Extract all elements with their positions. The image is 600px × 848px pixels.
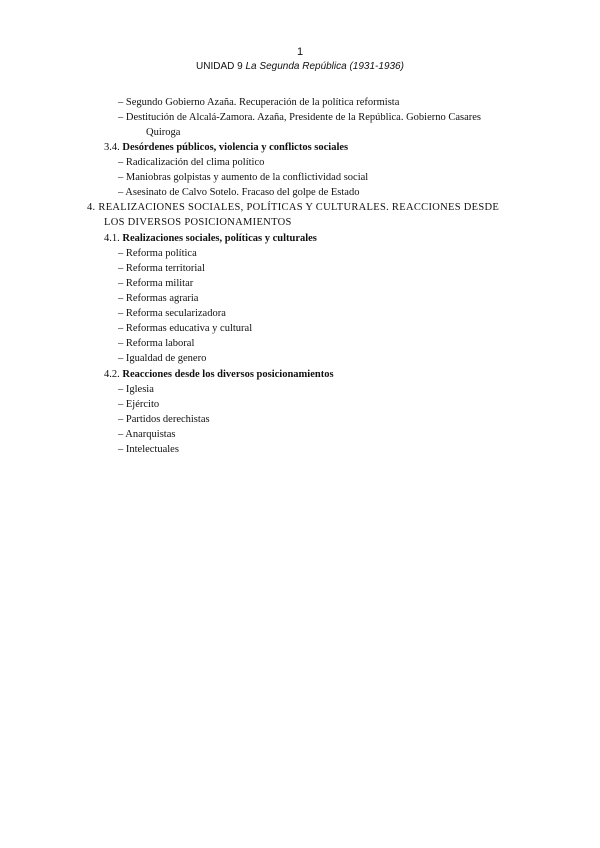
outline-item: – Reforma laboral xyxy=(118,338,195,349)
section-number: 4.1. xyxy=(104,233,120,244)
page-number: 1 xyxy=(296,46,304,58)
section-number: 4.2. xyxy=(104,369,120,380)
chapter-heading-4: 4. REALIZACIONES SOCIALES, POLÍTICAS Y CULTURALES. REACCIONES DESDE xyxy=(87,202,500,213)
section-title: Desórdenes públicos, violencia y conflictos sociales xyxy=(122,142,349,153)
outline-item: – Reforma política xyxy=(118,248,197,259)
outline-item: – Reforma territorial xyxy=(118,263,205,274)
unit-label: UNIDAD 9 xyxy=(196,61,243,72)
section-number: 3.4. xyxy=(104,142,120,153)
outline-item: – Segundo Gobierno Azaña. Recuperación de la política reformista xyxy=(118,97,400,108)
outline-item: – Reforma militar xyxy=(118,278,194,289)
outline-item: – Reformas educativa y cultural xyxy=(118,323,253,334)
chapter-heading-continuation: LOS DIVERSOS POSICIONAMIENTOS xyxy=(104,217,292,228)
outline-item: – Partidos derechistas xyxy=(118,414,210,425)
running-head xyxy=(0,61,600,72)
section-title: Reacciones desde los diversos posicionamientos xyxy=(122,369,334,380)
outline-item-continuation: Quiroga xyxy=(146,127,181,138)
outline-item: – Anarquistas xyxy=(118,429,176,440)
outline-item: – Destitución de Alcalá-Zamora. Azaña, Presidente de la República. Gobierno Casares xyxy=(118,112,481,123)
section-heading-3-4 xyxy=(104,140,348,155)
outline-item: – Radicalización del clima político xyxy=(118,157,265,168)
outline-item: – Maniobras golpistas y aumento de la conflictividad social xyxy=(118,172,369,183)
section-heading-4-2 xyxy=(104,367,334,382)
outline-item: – Ejército xyxy=(118,399,160,410)
unit-subtitle: La Segunda República (1931-1936) xyxy=(245,61,404,72)
outline-item: – Asesinato de Calvo Sotelo. Fracaso del golpe de Estado xyxy=(118,187,360,198)
section-title: Realizaciones sociales, políticas y culturales xyxy=(122,233,317,244)
outline-item: – Intelectuales xyxy=(118,444,179,455)
outline-item: – Reformas agraria xyxy=(118,293,199,304)
section-heading-4-1 xyxy=(104,231,317,246)
outline-item: – Igualdad de genero xyxy=(118,353,207,364)
outline-item: – Iglesia xyxy=(118,384,154,395)
outline-item: – Reforma secularizadora xyxy=(118,308,226,319)
